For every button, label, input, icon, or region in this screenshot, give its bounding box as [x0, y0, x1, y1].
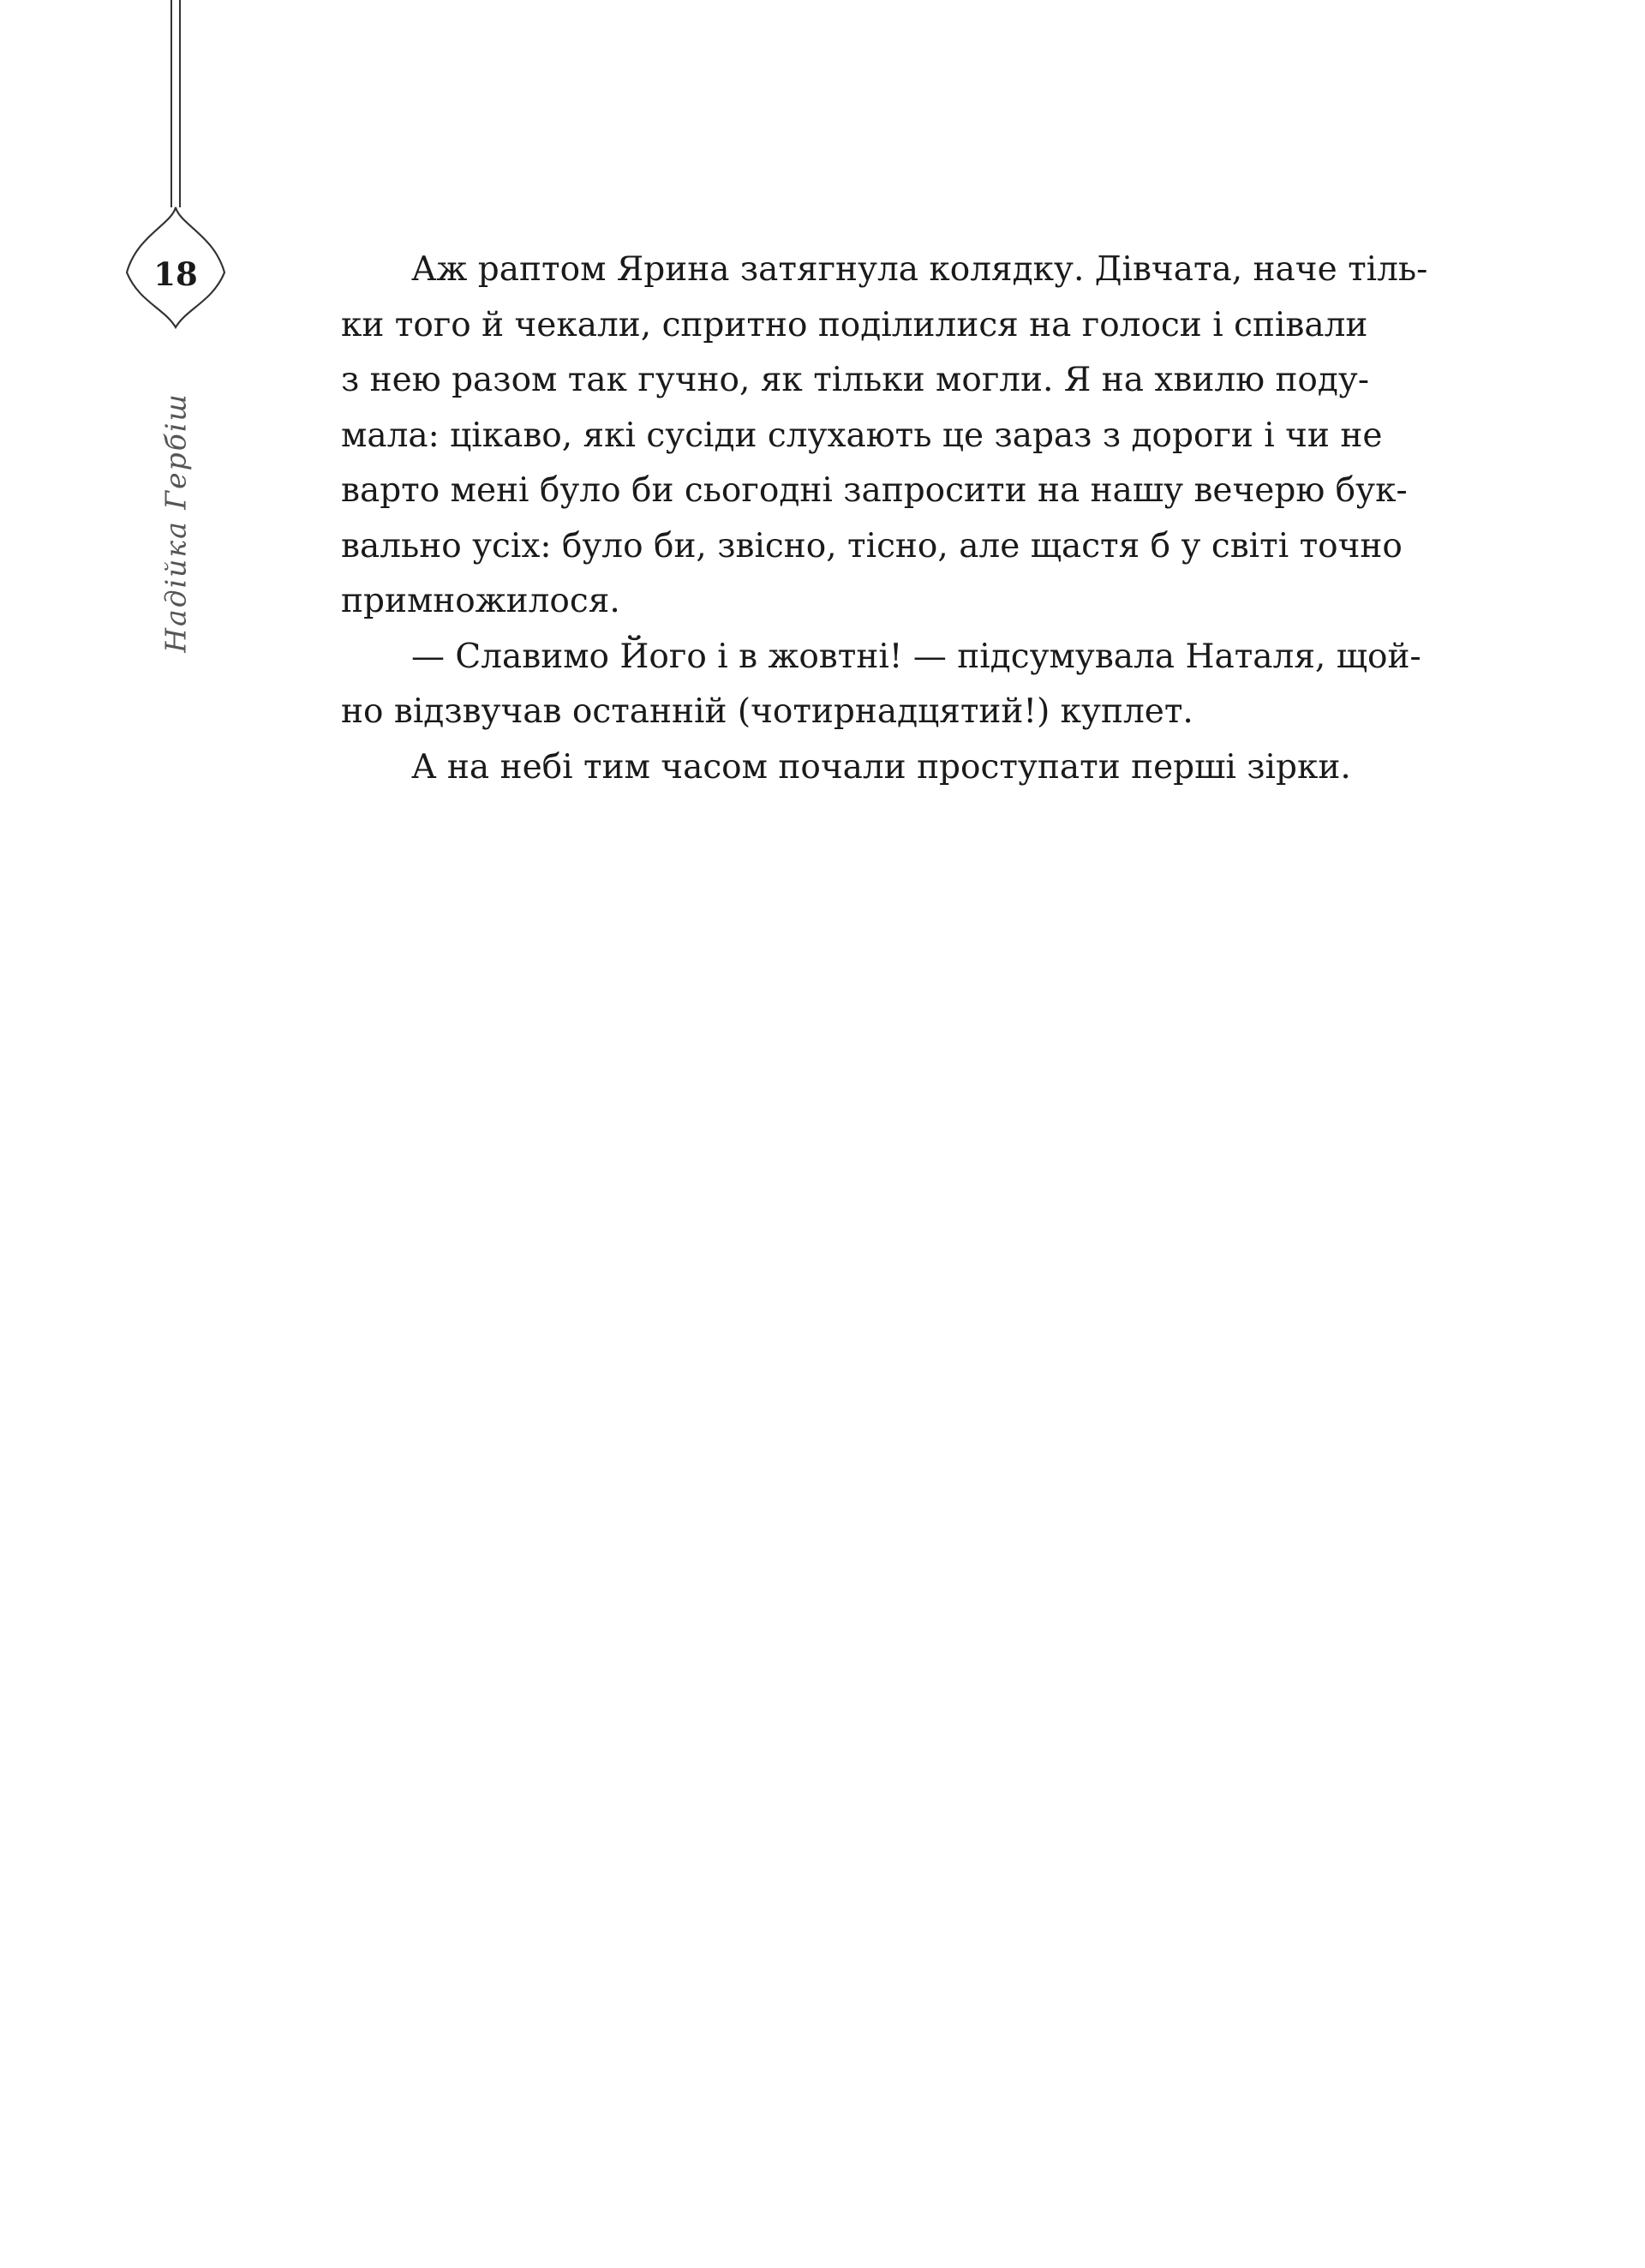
- running-header: [154, 394, 197, 651]
- page-number: 18: [153, 255, 198, 293]
- text-line: варто мені було би сьогодні запросити на нашу вечерю бук-: [341, 471, 1408, 510]
- text-line: Аж раптом Ярина затягнула колядку. Дівчата, наче тіль-: [411, 250, 1428, 289]
- body-text: [341, 242, 1450, 795]
- text-line: А на небі тим часом почали проступати перші зірки.: [411, 747, 1351, 787]
- text-line: ки того й чекали, спритно поділилися на голоси і співали: [341, 305, 1368, 344]
- author-name: Надійка Гербіш: [159, 392, 193, 653]
- text-line: но відзвучав останній (чотирнадцятий!) куплет.: [341, 692, 1193, 731]
- text-line: мала: цікаво, які сусіди слухають це зараз з дороги і чи не: [341, 416, 1383, 455]
- text-line: примножилося.: [341, 582, 620, 620]
- text-line: вально усіх: було би, звісно, тісно, але щастя б у світі точно: [341, 526, 1403, 566]
- text-line: — Славимо Його і в жовтні! — підсумувала Наталя, щой-: [411, 637, 1421, 676]
- text-line: з нею разом так гучно, як тільки могли. Я на хвилю поду-: [341, 361, 1370, 399]
